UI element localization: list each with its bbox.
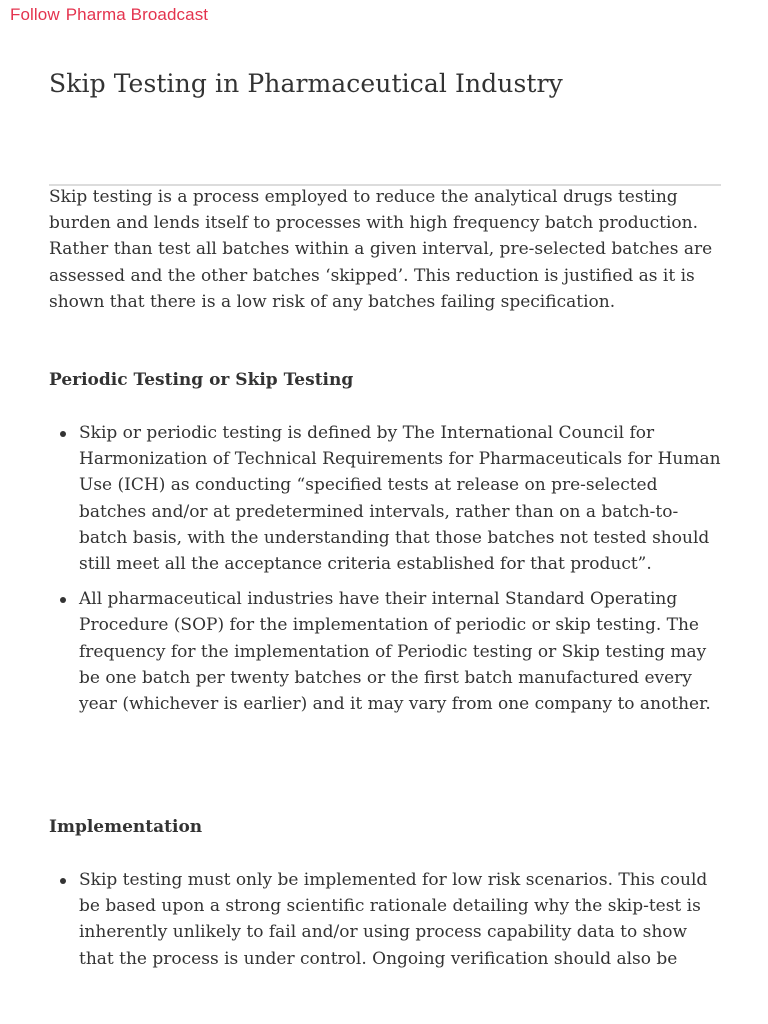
site-header [10,5,208,25]
list-item: Skip or periodic testing is defined by The International Council for Harmonization of Technical Requirements for Pharmaceuticals for Human Use (ICH) as conducting “specified tests at release on pre-selected batches and/or at predetermined intervals, rather than on a batch-to-batch basis, with the understanding that those batches not tested should still meet all the acceptance criteria established for that product”. [79,420,725,577]
list-item: Skip testing must only be implemented for low risk scenarios. This could be based upon a strong scientific rationale detailing why the skip-test is inherently unlikely to fail and/or using process capability data to show that the process is under control. Ongoing verification should also be [79,867,725,972]
page-title: Skip Testing in Pharmaceutical Industry [49,69,563,98]
section-heading-implementation: Implementation [49,817,203,837]
follow-link[interactable]: Follow [10,5,60,24]
section-heading-periodic-testing: Periodic Testing or Skip Testing [49,370,354,390]
site-name-link[interactable]: Pharma Broadcast [65,5,209,24]
list-item: All pharmaceutical industries have their internal Standard Operating Procedure (SOP) for the implementation of periodic or skip testing. The frequency for the implementation of Periodic testing or Skip testing may be one batch per twenty batches or the first batch manufactured every year (whichever is earlier) and it may vary from one company to another. [79,586,725,717]
periodic-testing-list [49,420,725,726]
implementation-list [49,867,725,981]
intro-paragraph: Skip testing is a process employed to reduce the analytical drugs testing burden and lends itself to processes with high frequency batch production. Rather than test all batches within a given interval, pre-selected batches are assessed and the other batches ‘skipped’. This reduction is justified as it is shown that there is a low risk of any batches failing specification. [49,187,713,312]
